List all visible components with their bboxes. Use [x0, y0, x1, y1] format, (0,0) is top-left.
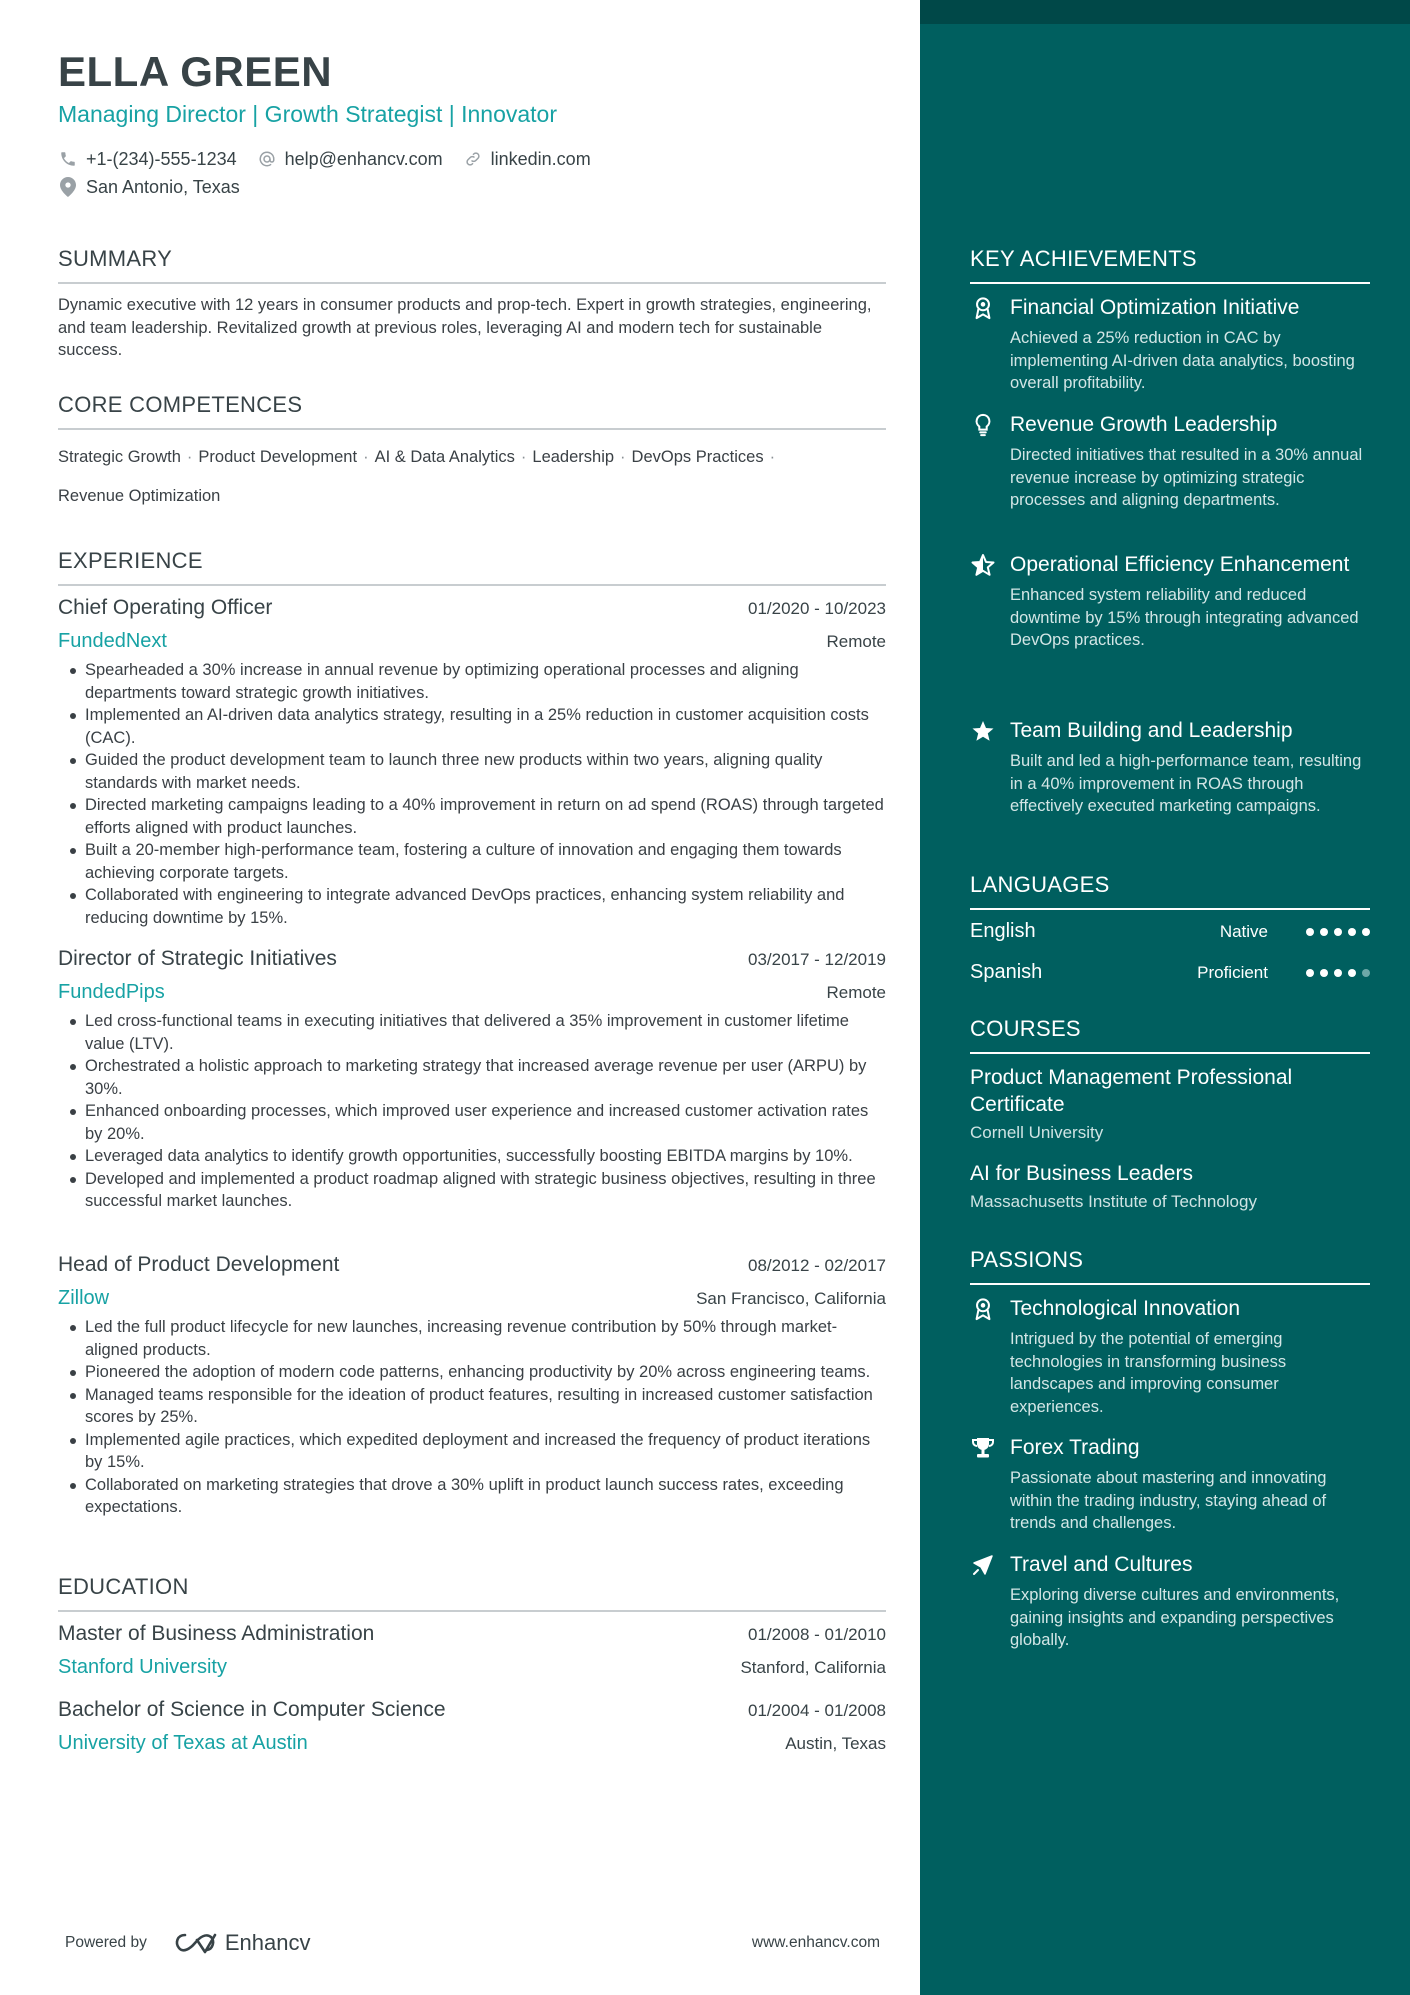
phone-icon — [58, 149, 78, 169]
job-bullet: Directed marketing campaigns leading to a 40% improvement in return on ad spend (ROAS) through targeted efforts aligned with product launches. — [58, 794, 886, 839]
language-name: English — [970, 920, 1036, 942]
job-bullet: Led the full product lifecycle for new launches, increasing revenue contribution by 50% through market-aligned products. — [58, 1316, 886, 1361]
competences-list: Strategic Growth · Product Development · AI & Data Analytics · Leadership · DevOps Practices · Revenue Optimization — [58, 448, 776, 505]
job-title: Director of Strategic Initiatives — [58, 947, 337, 970]
rating-dot-empty — [1362, 969, 1370, 977]
course-institution: Cornell University — [970, 1123, 1104, 1142]
job-bullet: Orchestrated a holistic approach to marketing strategy that increased average revenue per user (ARPU) by 30%. — [58, 1055, 886, 1100]
language-item — [970, 920, 1370, 943]
passion-title: Travel and Cultures — [1010, 1553, 1193, 1576]
education-heading: EDUCATION — [58, 1574, 886, 1612]
rating-dot-filled — [1348, 928, 1356, 936]
job-entry — [58, 596, 886, 929]
footer — [65, 1930, 880, 1956]
competence-item: Leadership — [532, 448, 615, 466]
job-bullets — [58, 1010, 886, 1213]
degree-title: Bachelor of Science in Computer Science — [58, 1698, 446, 1721]
rating-dot-filled — [1320, 928, 1328, 936]
summary-text: Dynamic executive with 12 years in consumer products and prop-tech. Expert in growth strategies, engineering, and team leadership. Revitalized growth at previous roles, leveraging AI and modern tech for sustainable success. — [58, 296, 872, 359]
competence-item: Revenue Optimization — [58, 487, 221, 505]
award-icon — [970, 295, 996, 321]
location-pin-icon — [58, 177, 78, 197]
job-title: Head of Product Development — [58, 1253, 340, 1276]
contact-info — [58, 146, 611, 202]
enhancv-logo-icon — [173, 1931, 219, 1955]
lightbulb-icon — [970, 412, 996, 438]
competence-item: DevOps Practices — [631, 448, 764, 466]
achievement-desc: Achieved a 25% reduction in CAC by implementing AI-driven data analytics, boosting overall profitability. — [1010, 329, 1355, 392]
achievement-title: Operational Efficiency Enhancement — [1010, 553, 1350, 576]
email-text: help@enhancv.com — [284, 148, 443, 169]
summary-heading: SUMMARY — [58, 246, 886, 284]
contact-phone[interactable] — [58, 149, 237, 170]
achievement-item — [970, 717, 1370, 818]
rating-dot-filled — [1348, 969, 1356, 977]
course-title: AI for Business Leaders — [970, 1162, 1193, 1185]
passion-item — [970, 1551, 1370, 1652]
job-bullets — [58, 659, 886, 929]
rating-dot-filled — [1334, 969, 1342, 977]
trophy-icon — [970, 1435, 996, 1461]
sidebar-top-band — [920, 0, 1410, 24]
passion-item — [970, 1434, 1370, 1535]
contact-location — [58, 177, 240, 198]
passion-item — [970, 1295, 1370, 1418]
star-half-icon — [970, 552, 996, 578]
job-entry — [58, 947, 886, 1213]
course-institution: Massachusetts Institute of Technology — [970, 1192, 1257, 1211]
rating-dot-filled — [1320, 969, 1328, 977]
job-company: FundedNext — [58, 630, 167, 652]
job-entry — [58, 1253, 886, 1519]
course-item — [970, 1160, 1370, 1212]
job-title: Chief Operating Officer — [58, 596, 273, 619]
job-dates: 08/2012 - 02/2017 — [747, 1256, 886, 1275]
star-icon — [970, 718, 996, 744]
degree-dates: 01/2008 - 01/2010 — [747, 1625, 886, 1644]
job-bullet: Developed and implemented a product roadmap aligned with strategic business objectives, resulting in three successful market launches. — [58, 1168, 886, 1213]
powered-by — [65, 1930, 310, 1956]
courses-heading: COURSES — [970, 1016, 1370, 1054]
passion-desc: Passionate about mastering and innovating within the trading industry, staying ahead of trends and challenges. — [1010, 1469, 1327, 1532]
rating-dot-filled — [1362, 928, 1370, 936]
school-location: Stanford, California — [740, 1658, 886, 1677]
language-rating — [1300, 969, 1370, 977]
job-dates: 03/2017 - 12/2019 — [747, 950, 886, 969]
language-name: Spanish — [970, 961, 1043, 983]
contact-linkedin[interactable] — [463, 149, 591, 170]
degree-title: Master of Business Administration — [58, 1622, 375, 1645]
achievement-desc: Built and led a high-performance team, resulting in a 40% improvement in ROAS through effectively executed marketing campaigns. — [1010, 752, 1362, 815]
plane-icon — [970, 1552, 996, 1578]
job-location: Remote — [826, 632, 886, 651]
language-level: Proficient — [1197, 962, 1268, 982]
job-bullet: Spearheaded a 30% increase in annual revenue by optimizing operational processes and aligning departments toward strategic growth initiatives. — [58, 659, 886, 704]
achievement-item — [970, 294, 1370, 395]
competence-item: AI & Data Analytics — [374, 448, 515, 466]
language-rating — [1300, 928, 1370, 936]
competence-item: Product Development — [198, 448, 358, 466]
education-entry — [58, 1622, 886, 1679]
passion-title: Forex Trading — [1010, 1436, 1140, 1459]
enhancv-logo[interactable] — [173, 1930, 311, 1956]
job-company: FundedPips — [58, 981, 165, 1003]
sidebar — [920, 0, 1410, 1995]
school-name: University of Texas at Austin — [58, 1732, 308, 1754]
passion-desc: Exploring diverse cultures and environments, gaining insights and expanding perspectives globally. — [1010, 1586, 1340, 1649]
candidate-tagline: Managing Director | Growth Strategist | Innovator — [58, 101, 558, 127]
achievement-title: Financial Optimization Initiative — [1010, 296, 1300, 319]
job-location: San Francisco, California — [696, 1289, 886, 1308]
passions-heading: PASSIONS — [970, 1247, 1370, 1285]
achievement-title: Team Building and Leadership — [1010, 719, 1293, 742]
award-icon — [970, 1296, 996, 1322]
website-link[interactable]: www.enhancv.com — [751, 1934, 880, 1951]
job-bullet: Managed teams responsible for the ideation of product features, resulting in increased customer satisfaction scores by 25%. — [58, 1384, 886, 1429]
course-item — [970, 1064, 1370, 1143]
competence-item: Strategic Growth — [58, 448, 181, 466]
contact-email[interactable] — [257, 149, 443, 170]
job-bullet: Collaborated with engineering to integrate advanced DevOps practices, enhancing system reliability and reducing downtime by 15%. — [58, 884, 886, 929]
job-dates: 01/2020 - 10/2023 — [747, 599, 886, 618]
achievements-heading: KEY ACHIEVEMENTS — [970, 246, 1370, 284]
education-entry — [58, 1698, 886, 1755]
passion-title: Technological Innovation — [1010, 1297, 1240, 1320]
job-bullet: Pioneered the adoption of modern code patterns, enhancing productivity by 20% across engineering teams. — [58, 1361, 886, 1384]
degree-dates: 01/2004 - 01/2008 — [747, 1701, 886, 1720]
job-bullet: Implemented agile practices, which expedited deployment and increased the frequency of product iterations by 15%. — [58, 1429, 886, 1474]
job-company: Zillow — [58, 1287, 110, 1309]
job-bullet: Enhanced onboarding processes, which improved user experience and increased customer activation rates by 20%. — [58, 1100, 886, 1145]
job-bullet: Implemented an AI-driven data analytics strategy, resulting in a 25% reduction in customer acquisition costs (CAC). — [58, 704, 886, 749]
job-bullet: Guided the product development team to launch three new products within two years, aligning quality standards with market needs. — [58, 749, 886, 794]
rating-dot-filled — [1306, 969, 1314, 977]
location-text: San Antonio, Texas — [86, 176, 240, 197]
achievement-item — [970, 551, 1370, 652]
job-bullet: Collaborated on marketing strategies that drove a 30% uplift in product launch success rates, exceeding expectations. — [58, 1474, 886, 1519]
job-bullet: Leveraged data analytics to identify growth opportunities, successfully boosting EBITDA margins by 10%. — [58, 1145, 886, 1168]
languages-heading: LANGUAGES — [970, 872, 1370, 910]
link-icon — [463, 149, 483, 169]
passion-desc: Intrigued by the potential of emerging technologies in transforming business landscapes and improving consumer experiences. — [1010, 1330, 1287, 1416]
achievement-item — [970, 411, 1370, 512]
competences-heading: CORE COMPETENCES — [58, 392, 886, 430]
school-name: Stanford University — [58, 1656, 227, 1678]
candidate-name: ELLA GREEN — [58, 48, 333, 95]
language-level: Native — [1219, 921, 1268, 941]
achievement-desc: Directed initiatives that resulted in a 30% annual revenue increase by optimizing strategic processes and aligning departments. — [1010, 446, 1363, 509]
job-bullet: Built a 20-member high-performance team, fostering a culture of innovation and engaging them towards achieving corporate targets. — [58, 839, 886, 884]
rating-dot-filled — [1306, 928, 1314, 936]
job-bullets — [58, 1316, 886, 1519]
rating-dot-filled — [1334, 928, 1342, 936]
powered-by-label: Powered by — [65, 1934, 147, 1951]
language-item — [970, 961, 1370, 984]
phone-text: +1-(234)-555-1234 — [86, 148, 237, 169]
course-title: Product Management Professional Certificate — [970, 1066, 1293, 1116]
linkedin-text: linkedin.com — [490, 148, 591, 169]
at-icon — [257, 149, 277, 169]
school-location: Austin, Texas — [785, 1734, 886, 1753]
job-bullet: Led cross-functional teams in executing initiatives that delivered a 35% improvement in customer lifetime value (LTV). — [58, 1010, 886, 1055]
achievement-title: Revenue Growth Leadership — [1010, 413, 1278, 436]
achievement-desc: Enhanced system reliability and reduced downtime by 15% through integrating advanced DevOps practices. — [1010, 586, 1359, 649]
experience-heading: EXPERIENCE — [58, 548, 886, 586]
job-location: Remote — [826, 983, 886, 1002]
enhancv-logo-text: Enhancv — [224, 1930, 311, 1955]
